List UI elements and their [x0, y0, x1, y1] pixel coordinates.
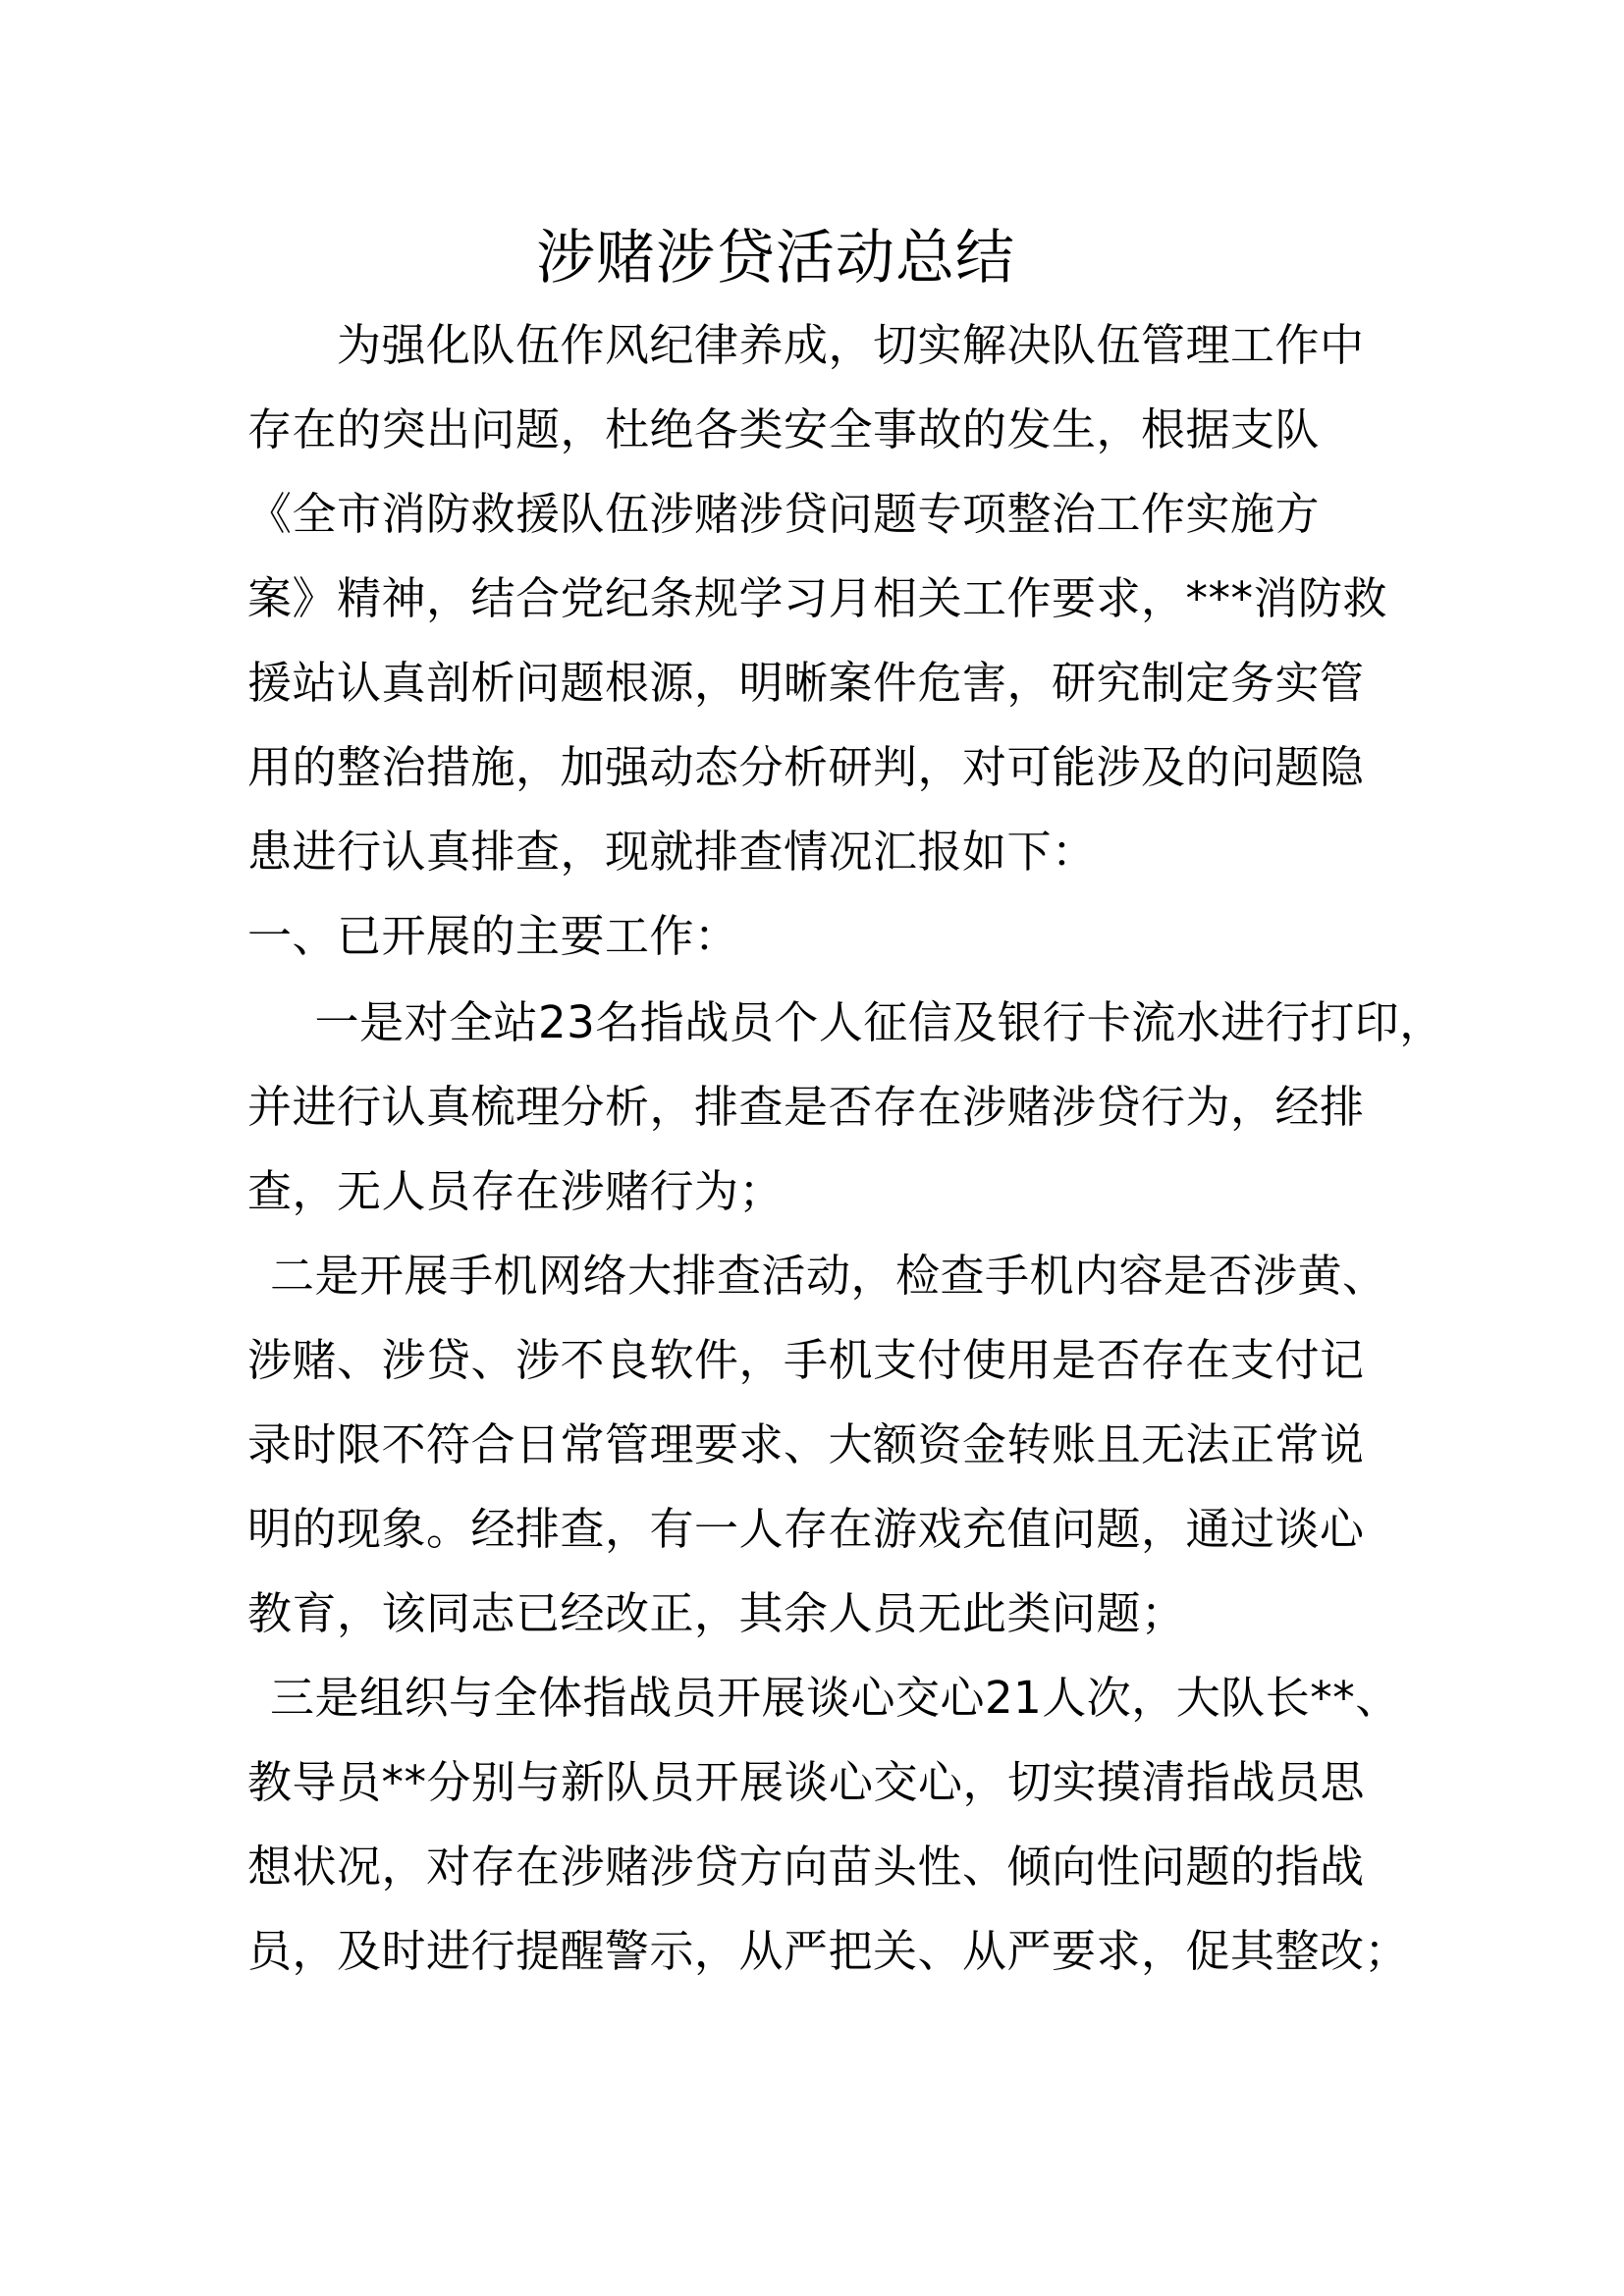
document-title: 涉赌涉贷活动总结 [536, 224, 1015, 293]
body-line-17: 三是组织与全体指战员开展谈心交心21人次，大队长**、 [247, 1672, 1400, 1724]
body-line-12: 二是开展手机网络大排查活动，检查手机内容是否涉黄、 [247, 1250, 1387, 1302]
body-line-11: 查，无人员存在涉赌行为； [247, 1165, 785, 1217]
body-line-10: 并进行认真梳理分析，排查是否存在涉赌涉贷行为，经排 [247, 1081, 1365, 1133]
body-line-2: 存在的突出问题，杜绝各类安全事故的发生，根据支队 [247, 403, 1321, 455]
body-line-4: 案》精神，结合党纪条规学习月相关工作要求，***消防救 [247, 572, 1388, 624]
body-line-3: 《全市消防救援队伍涉赌涉贷问题专项整治工作实施方 [247, 488, 1321, 540]
body-line-16: 教育，该同志已经改正，其余人员无此类问题； [247, 1587, 1186, 1639]
body-line-1: 为强化队伍作风纪律养成，切实解决队伍管理工作中 [247, 319, 1365, 371]
body-line-19: 想状况，对存在涉赌涉贷方向苗头性、倾向性问题的指战 [247, 1841, 1365, 1893]
body-line-9: 一是对全站23名指战员个人征信及银行卡流水进行打印， [247, 996, 1444, 1048]
section-heading: 一、已开展的主要工作： [247, 910, 739, 962]
body-line-6: 用的整治措施，加强动态分析研判，对可能涉及的问题隐 [247, 741, 1365, 793]
body-line-20: 员，及时进行提醒警示，从严把关、从严要求，促其整改； [247, 1925, 1410, 1977]
body-line-15: 明的现象。经排查，有一人存在游戏充值问题，通过谈心 [247, 1503, 1365, 1555]
body-line-5: 援站认真剖析问题根源，明晰案件危害，研究制定务实管 [247, 657, 1365, 709]
body-line-14: 录时限不符合日常管理要求、大额资金转账且无法正常说 [247, 1418, 1365, 1470]
body-line-7: 患进行认真排查，现就排查情况汇报如下： [247, 826, 1097, 878]
body-line-18: 教导员**分别与新队员开展谈心交心，切实摸清指战员思 [247, 1756, 1366, 1808]
body-line-13: 涉赌、涉贷、涉不良软件，手机支付使用是否存在支付记 [247, 1334, 1365, 1386]
